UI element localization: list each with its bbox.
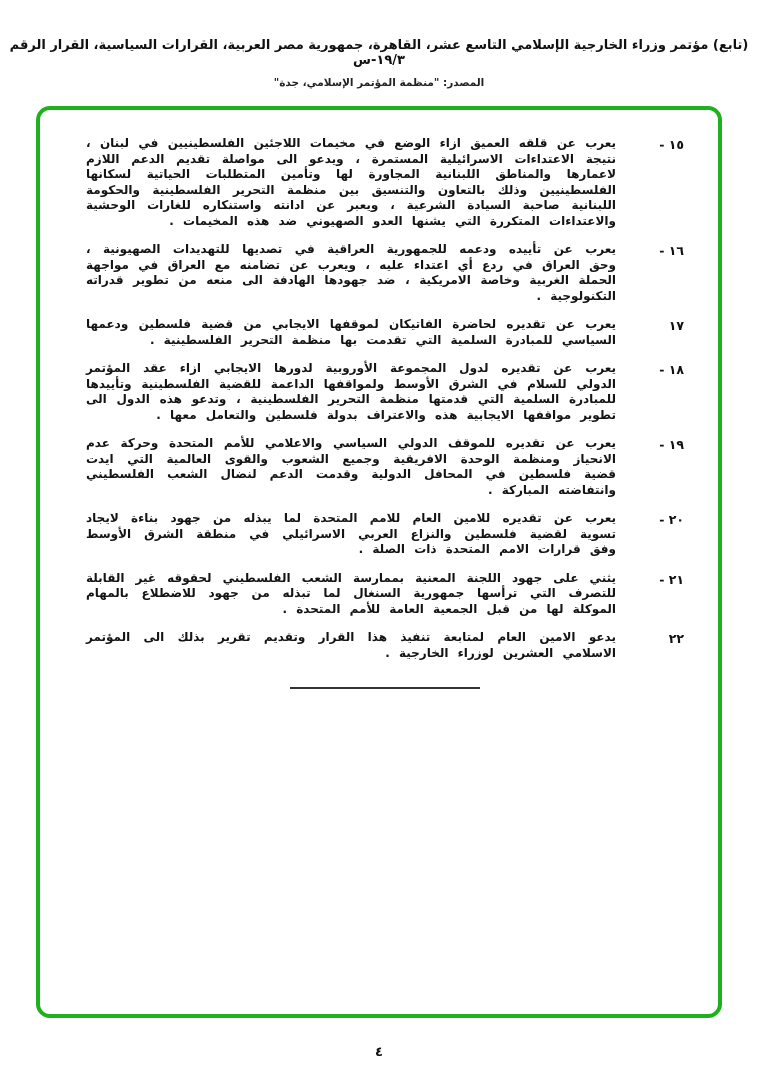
item-number: ١٧	[668, 318, 684, 333]
page-number: ٤	[375, 1045, 383, 1060]
item-text: يعرب عن قلقه العميق ازاء الوضع في مخيمات اللاجئين الفلسطينيين في لبنان ، نتيجة الاعتداءات الاسرائيلية المستمرة ، ويدعو الى مواصلة تقديم الدعم اللازم لاعمارها والمناطق اللبنانية المجاورة لها وتأمين المتطلبات الحياتية لسكانها الفلسطينيين وذلك بالتعاون والتنسيق بين منظمة التحرير الفلسطينية والحكومة اللبنانية صاحبة السيادة الشرعية ، ويعبر عن ادانته واستنكاره للغارات الوحشية والاعتداءات المتكررة التي يشنها العدو الصهيوني ضد هذه المخيمات .	[86, 136, 616, 228]
item-text: يثني على جهود اللجنة المعنية بممارسة الشعب الفلسطيني لحقوقه غير القابلة للتصرف التي ترأسها جمهورية السنغال لما تبذله من جهود للاضطلاع بالمهام الموكلة لها من قبل الجمعية العامة للأمم المتحدة .	[86, 570, 616, 616]
resolution-item	[86, 630, 684, 661]
item-number: ١٥ -	[659, 137, 684, 152]
resolution-item	[86, 436, 684, 498]
resolution-item	[86, 242, 684, 304]
item-text: يعرب عن تأييده ودعمه للجمهورية العراقية في تصديها للتهديدات الصهيونية ، وحق العراق في ردع أي اعتداء عليه ، ويعرب عن تضامنه مع العراق في مواجهة الحملة الغربية وخاصة الامريكية ، ضد جهودها الهادفة الى منعه من تطوير قدراته التكنولوجية .	[86, 242, 616, 303]
resolution-item	[86, 361, 684, 423]
item-text: يدعو الامين العام لمتابعة تنفيذ هذا القرار وتقديم تقرير بذلك الى المؤتمر الاسلامي العشرين لوزراء الخارجية .	[86, 630, 616, 660]
document-header	[0, 38, 758, 89]
resolution-item	[86, 511, 684, 558]
item-number: ١٨ -	[659, 362, 684, 377]
item-number: ٢٢	[668, 631, 684, 646]
content-border-box	[36, 106, 722, 1018]
item-number: ١٦ -	[659, 243, 684, 258]
resolution-items	[40, 110, 718, 699]
item-text: يعرب عن تقديره للامين العام للامم المتحدة لما يبذله من جهود بناءة لايجاد تسوية لقضية فلسطين والنزاع العربي الاسرائيلي في منطقة الشرق الأوسط وفق قرارات الامم المتحدة ذات الصلة .	[86, 511, 616, 556]
header-title: (تابع) مؤتمر وزراء الخارجية الإسلامي التاسع عشر، القاهرة، جمهورية مصر العربية، القرارات السياسية، القرار الرقم ١٩/٣-س	[9, 38, 749, 68]
item-text: يعرب عن تقديره لدول المجموعة الأوروبية لدورها الايجابي ازاء عقد المؤتمر الدولي للسلام في الشرق الأوسط ولمواقفها الداعمة للقضية الفلسطينية وتأييدها للمبادرة السلمية التي قدمتها منظمة التحرير الفلسطينية ، وتدعو هذه الدول الى تطوير مواقفها الايجابية هذه والاعتراف بدولة فلسطين والتعامل معها .	[86, 361, 616, 422]
resolution-item	[86, 136, 684, 229]
item-number: ١٩ -	[659, 437, 684, 452]
item-number: ٢١ -	[659, 571, 684, 587]
item-text: يعرب عن تقديره لحاضرة الفاتيكان لموقفها الايجابي من قضية فلسطين ودعمها السياسي للمبادرة السلمية التي تقدمت بها منظمة التحرير الفلسطينية .	[86, 317, 616, 347]
resolution-item	[86, 317, 684, 348]
item-number: ٢٠ -	[659, 512, 684, 527]
header-source: المصدر: "منظمة المؤتمر الإسلامي، جدة"	[273, 77, 485, 89]
item-text: يعرب عن تقديره للموقف الدولي السياسي والاعلامي للأمم المتحدة وحركة عدم الانحياز ومنظمة الوحدة الافريقية وجميع الشعوب والقوى العالمية التي ايدت قضية فلسطين في المحافل الدولية وقدمت الدعم لنضال الشعب الفلسطيني وانتفاضته المباركة .	[86, 436, 616, 497]
resolution-item	[86, 571, 684, 618]
end-rule	[290, 687, 480, 689]
